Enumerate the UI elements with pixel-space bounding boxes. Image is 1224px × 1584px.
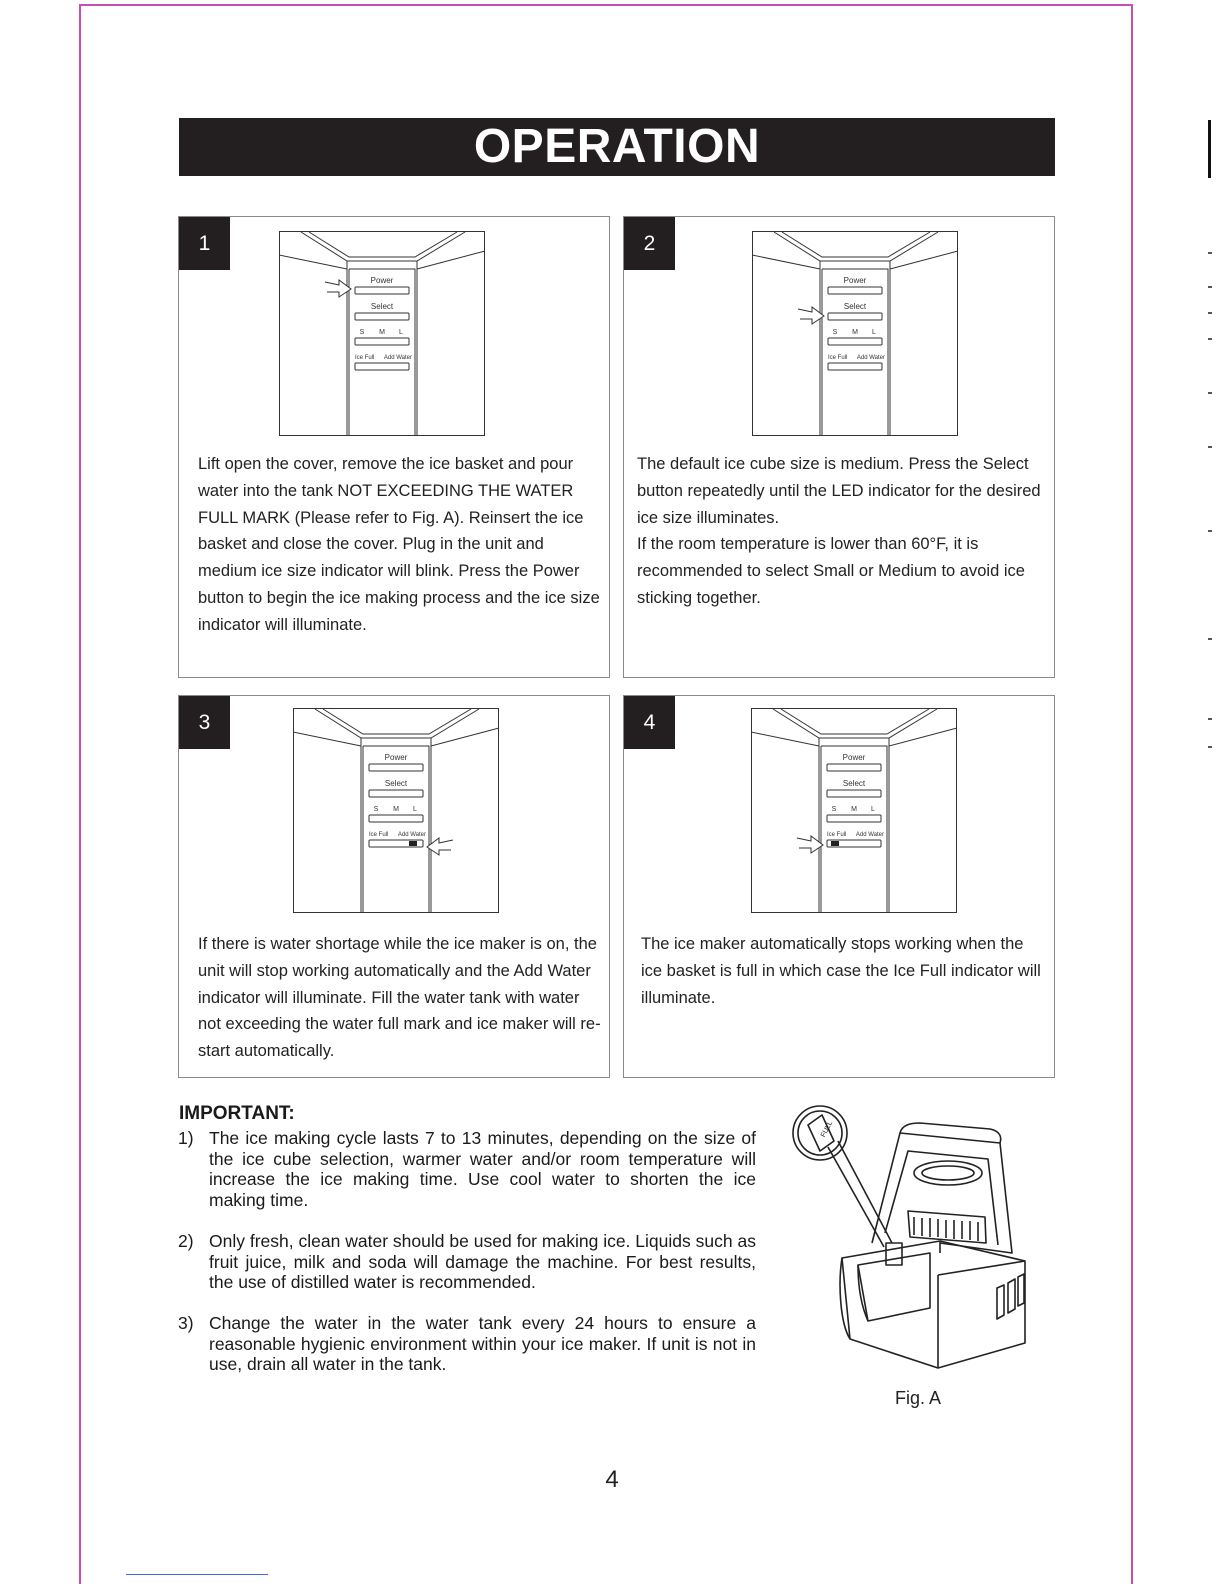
important-item — [178, 1231, 756, 1293]
item-text: The ice making cycle lasts 7 to 13 minutes, depending on the size of the ice cube selection, warmer water and/or room temperature will increase the ice making time. Use cool water to shorten the ice making time. — [209, 1128, 756, 1210]
step-1-box — [178, 216, 610, 678]
adjacent-page-edge — [1208, 120, 1211, 178]
important-item — [178, 1313, 756, 1375]
step-number: 3 — [179, 696, 230, 749]
page-border-right — [1131, 4, 1133, 1584]
svg-text:L: L — [399, 329, 403, 336]
control-panel-illustration — [752, 231, 959, 437]
svg-text:Ice Full: Ice Full — [828, 355, 848, 361]
svg-text:M: M — [851, 806, 857, 813]
power-label: Power — [370, 276, 394, 285]
figure-caption: Fig. A — [895, 1388, 942, 1408]
control-panel-illustration — [279, 231, 486, 437]
svg-text:Ice Full: Ice Full — [355, 355, 375, 361]
svg-text:M: M — [852, 329, 858, 336]
power-label: Power — [842, 753, 866, 762]
svg-text:Add Water: Add Water — [383, 355, 412, 361]
page-title: OPERATION — [179, 118, 1055, 176]
control-panel-illustration — [751, 708, 958, 914]
svg-text:M: M — [379, 329, 385, 336]
ice-maker-illustration — [790, 1103, 1050, 1383]
step-number: 2 — [624, 217, 675, 270]
control-panel-illustration — [293, 708, 500, 914]
svg-text:S: S — [373, 806, 379, 813]
page-border-left — [79, 4, 81, 1584]
power-label: Power — [843, 276, 867, 285]
svg-text:Ice Full: Ice Full — [369, 832, 389, 838]
step-description: Lift open the cover, remove the ice basket and pour water into the tank NOT EXCEEDING THE WATER FULL MARK (Please refer to Fig. A). Reinsert the ice basket and close the cover. Plug in the unit and medium ice size indicator will blink. Press the Power button to begin the ice making process and the ice size indicator will illuminate. — [198, 455, 600, 634]
step-description: The default ice cube size is medium. Press the Select button repeatedly until the LED indicator for the desired ice size illuminates. If the room temperature is lower than 60°F, it is recommended to select Small or Medium to avoid ice sticking together. — [637, 455, 1041, 607]
svg-text:M: M — [393, 806, 399, 813]
step-2-box — [623, 216, 1055, 678]
svg-text:L: L — [413, 806, 417, 813]
item-text: Only fresh, clean water should be used for making ice. Liquids such as fruit juice, milk and soda will damage the machine. For best results, the use of distilled water is recommended. — [209, 1231, 756, 1292]
step-number: 1 — [179, 217, 230, 270]
magnifier-label: FULL — [819, 1120, 835, 1139]
select-label: Select — [384, 779, 408, 788]
svg-text:S: S — [831, 806, 837, 813]
svg-text:Add Water: Add Water — [856, 355, 885, 361]
item-number: 2) — [178, 1231, 194, 1251]
item-number: 3) — [178, 1313, 194, 1333]
select-label: Select — [843, 302, 867, 311]
step-description: If there is water shortage while the ice maker is on, the unit will stop working automatically and the Add Water indicator will illuminate. Fill the water tank with water not exceeding the water full mark and ice maker will re-start automatically. — [198, 935, 601, 1061]
important-heading: IMPORTANT: — [179, 1103, 295, 1124]
item-number: 1) — [178, 1128, 194, 1148]
svg-text:Add Water: Add Water — [855, 832, 884, 838]
svg-text:Ice Full: Ice Full — [827, 832, 847, 838]
step-4-box — [623, 695, 1055, 1078]
page-border-top — [79, 4, 1132, 6]
power-label: Power — [384, 753, 408, 762]
step-3-box — [178, 695, 610, 1078]
page-footer-rule — [126, 1574, 268, 1575]
item-text: Change the water in the water tank every 24 hours to ensure a reasonable hygienic environment within your ice maker. If unit is not in use, drain all water in the tank. — [209, 1313, 756, 1374]
svg-text:S: S — [359, 329, 365, 336]
svg-text:L: L — [872, 329, 876, 336]
page-number: 4 — [605, 1466, 619, 1493]
svg-text:L: L — [871, 806, 875, 813]
select-label: Select — [370, 302, 394, 311]
step-number: 4 — [624, 696, 675, 749]
svg-text:Add Water: Add Water — [397, 832, 426, 838]
step-description: The ice maker automatically stops working when the ice basket is full in which case the Ice Full indicator will illuminate. — [641, 935, 1041, 1007]
select-label: Select — [842, 779, 866, 788]
important-item — [178, 1128, 756, 1210]
svg-text:S: S — [832, 329, 838, 336]
